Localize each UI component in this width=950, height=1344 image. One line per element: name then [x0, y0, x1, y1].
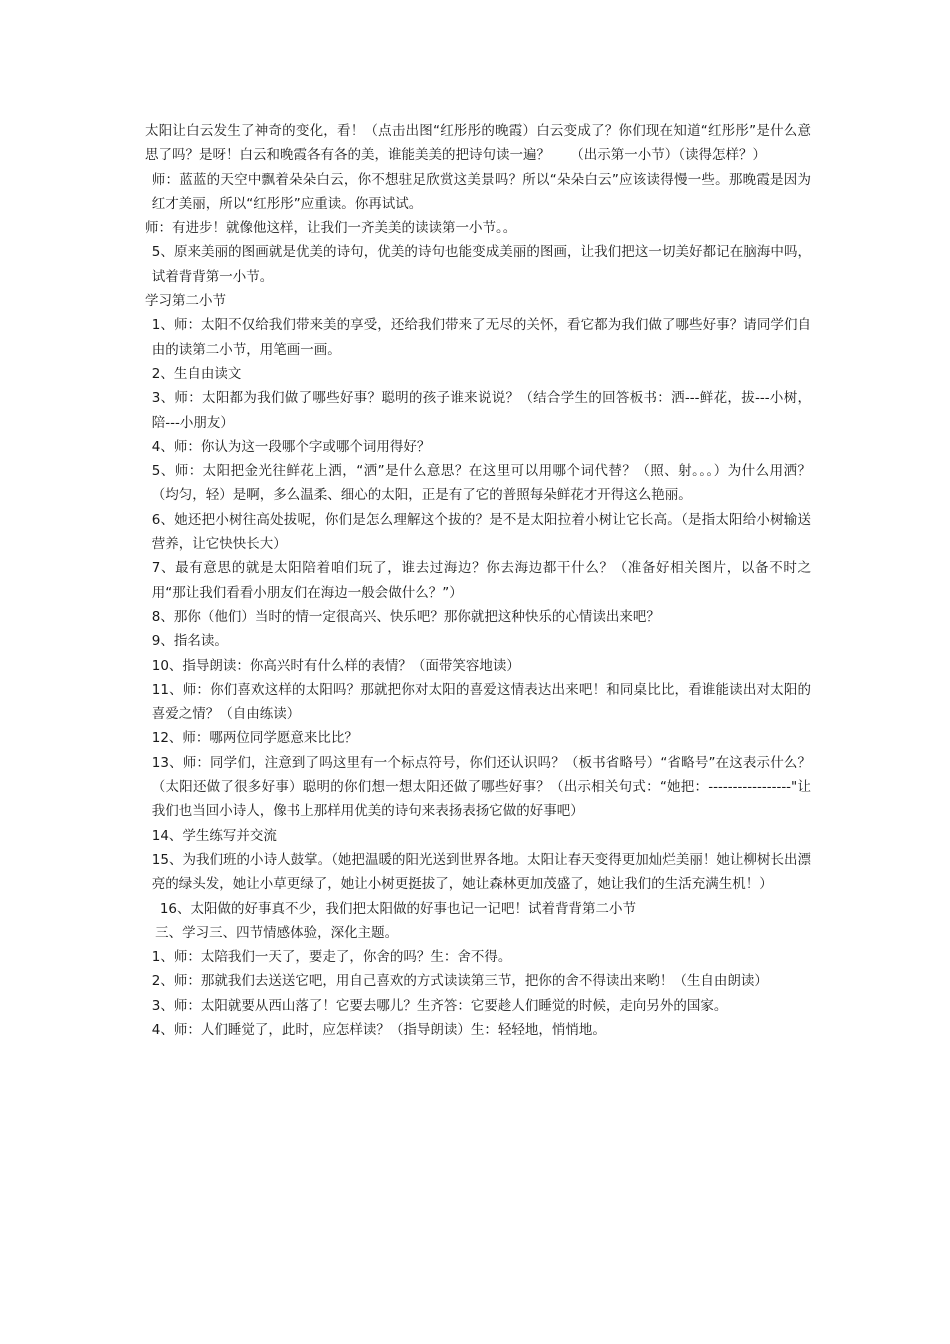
- paragraph: 16、太阳做的好事真不少，我们把太阳做的好事也记一记吧！试着背背第二小节: [159, 900, 637, 917]
- paragraph: 10、指导朗读：你高兴时有什么样的表情？（面带笑容地读）: [151, 657, 520, 674]
- document-page: [145, 119, 811, 1042]
- paragraph: 6、她还把小树往高处拔呢，你们是怎么理解这个拔的？是不是太阳拉着小树让它长高。（是指太阳给小树输送营养，让它快快长大）: [151, 511, 811, 553]
- paragraph: 师：蓝蓝的天空中飘着朵朵白云，你不想驻足欣赏这美景吗？所以“朵朵白云”应该读得慢一些。那晚霞是因为红才美丽，所以“红彤彤”应重读。你再试试。: [151, 171, 811, 212]
- paragraph: 4、师：你认为这一段哪个字或哪个词用得好？: [151, 438, 431, 455]
- paragraph: 师：有进步！就像他这样，让我们一齐美美的读读第一小节。。: [145, 220, 517, 237]
- paragraph: 5、原来美丽的图画就是优美的诗句，优美的诗句也能变成美丽的图画，让我们把这一切美好都记在脑海中吗，试着背背第一小节。: [151, 244, 811, 285]
- paragraph: 4、师：人们睡觉了，此时，应怎样读？（指导朗读）生：轻轻地，悄悄地。: [151, 1021, 606, 1038]
- paragraph: 15、为我们班的小诗人鼓掌。（她把温暖的阳光送到世界各地。太阳让春天变得更加灿烂美丽！她让柳树长出漂亮的绿头发，她让小草更绿了，她让小树更挺拔了，她让森林更加茂盛了，她让我们的生活充满生机！）: [151, 851, 811, 893]
- section-heading: 学习第二小节: [145, 293, 226, 310]
- paragraph: 2、师：那就我们去送送它吧，用自己喜欢的方式读读第三节，把你的舍不得读出来哟！（生自由朗读）: [151, 973, 768, 990]
- paragraph: 1、师：太阳不仅给我们带来美的享受，还给我们带来了无尽的关怀，看它都为我们做了哪些好事？请同学们自由的读第二小节，用笔画一画。: [151, 317, 811, 358]
- paragraph: 13、师：同学们，注意到了吗这里有一个标点符号，你们还认识吗？（板书省略号）“省略号”在这表示什么？（太阳还做了很多好事）聪明的你们想一想太阳还做了哪些好事？（出示相关句式：“她把：-----------------"让我们也当回小诗人，像书上那样用优美的诗句来表扬表扬它做的好事吧）: [151, 754, 811, 820]
- paragraph: 14、学生练写并交流: [151, 827, 277, 844]
- paragraph: 12、师：哪两位同学愿意来比比？: [151, 730, 358, 747]
- paragraph: 9、指名读。: [151, 633, 228, 650]
- paragraph: 5、师：太阳把金光往鲜花上洒，“洒”是什么意思？在这里可以用哪个词代替？（照、射。。。）为什么用洒？（均匀，轻）是啊，多么温柔、细心的太阳，正是有了它的普照每朵鲜花才开得这么艳丽。: [151, 463, 811, 504]
- section-heading: 三、学习三、四节情感体验，深化主题。: [155, 924, 399, 941]
- paragraph: 1、师：太陪我们一天了，要走了，你舍的吗？生：舍不得。: [151, 949, 512, 966]
- paragraph: 8、那你（他们）当时的情一定很高兴、快乐吧？那你就把这种快乐的心情读出来吧？: [151, 608, 660, 625]
- paragraph: 太阳让白云发生了神奇的变化，看！（点击出图“红彤彤的晚霞）白云变成了？你们现在知道“红彤彤”是什么意思了吗？是呀！白云和晚霞各有各的美，谁能美美的把诗句读一遍？ （出示第一小节）（读得怎样？）: [145, 123, 811, 164]
- paragraph: 3、师：太阳都为我们做了哪些好事？聪明的孩子谁来说说？（结合学生的回答板书：洒---鲜花，拔---小树，陪---小朋友）: [151, 390, 811, 431]
- paragraph: 11、师：你们喜欢这样的太阳吗？那就把你对太阳的喜爱这情表达出来吧！和同桌比比，看谁能读出对太阳的喜爱之情？（自由练读）: [151, 681, 811, 723]
- paragraph: 7、最有意思的就是太阳陪着咱们玩了，谁去过海边？你去海边都干什么？（准备好相关图片，以备不时之用“那让我们看看小朋友们在海边一般会做什么？”）: [151, 560, 811, 601]
- paragraph: 2、生自由读文: [151, 365, 242, 382]
- paragraph: 3、师：太阳就要从西山落了！它要去哪儿？生齐答：它要趁人们睡觉的时候，走向另外的国家。: [151, 997, 728, 1014]
